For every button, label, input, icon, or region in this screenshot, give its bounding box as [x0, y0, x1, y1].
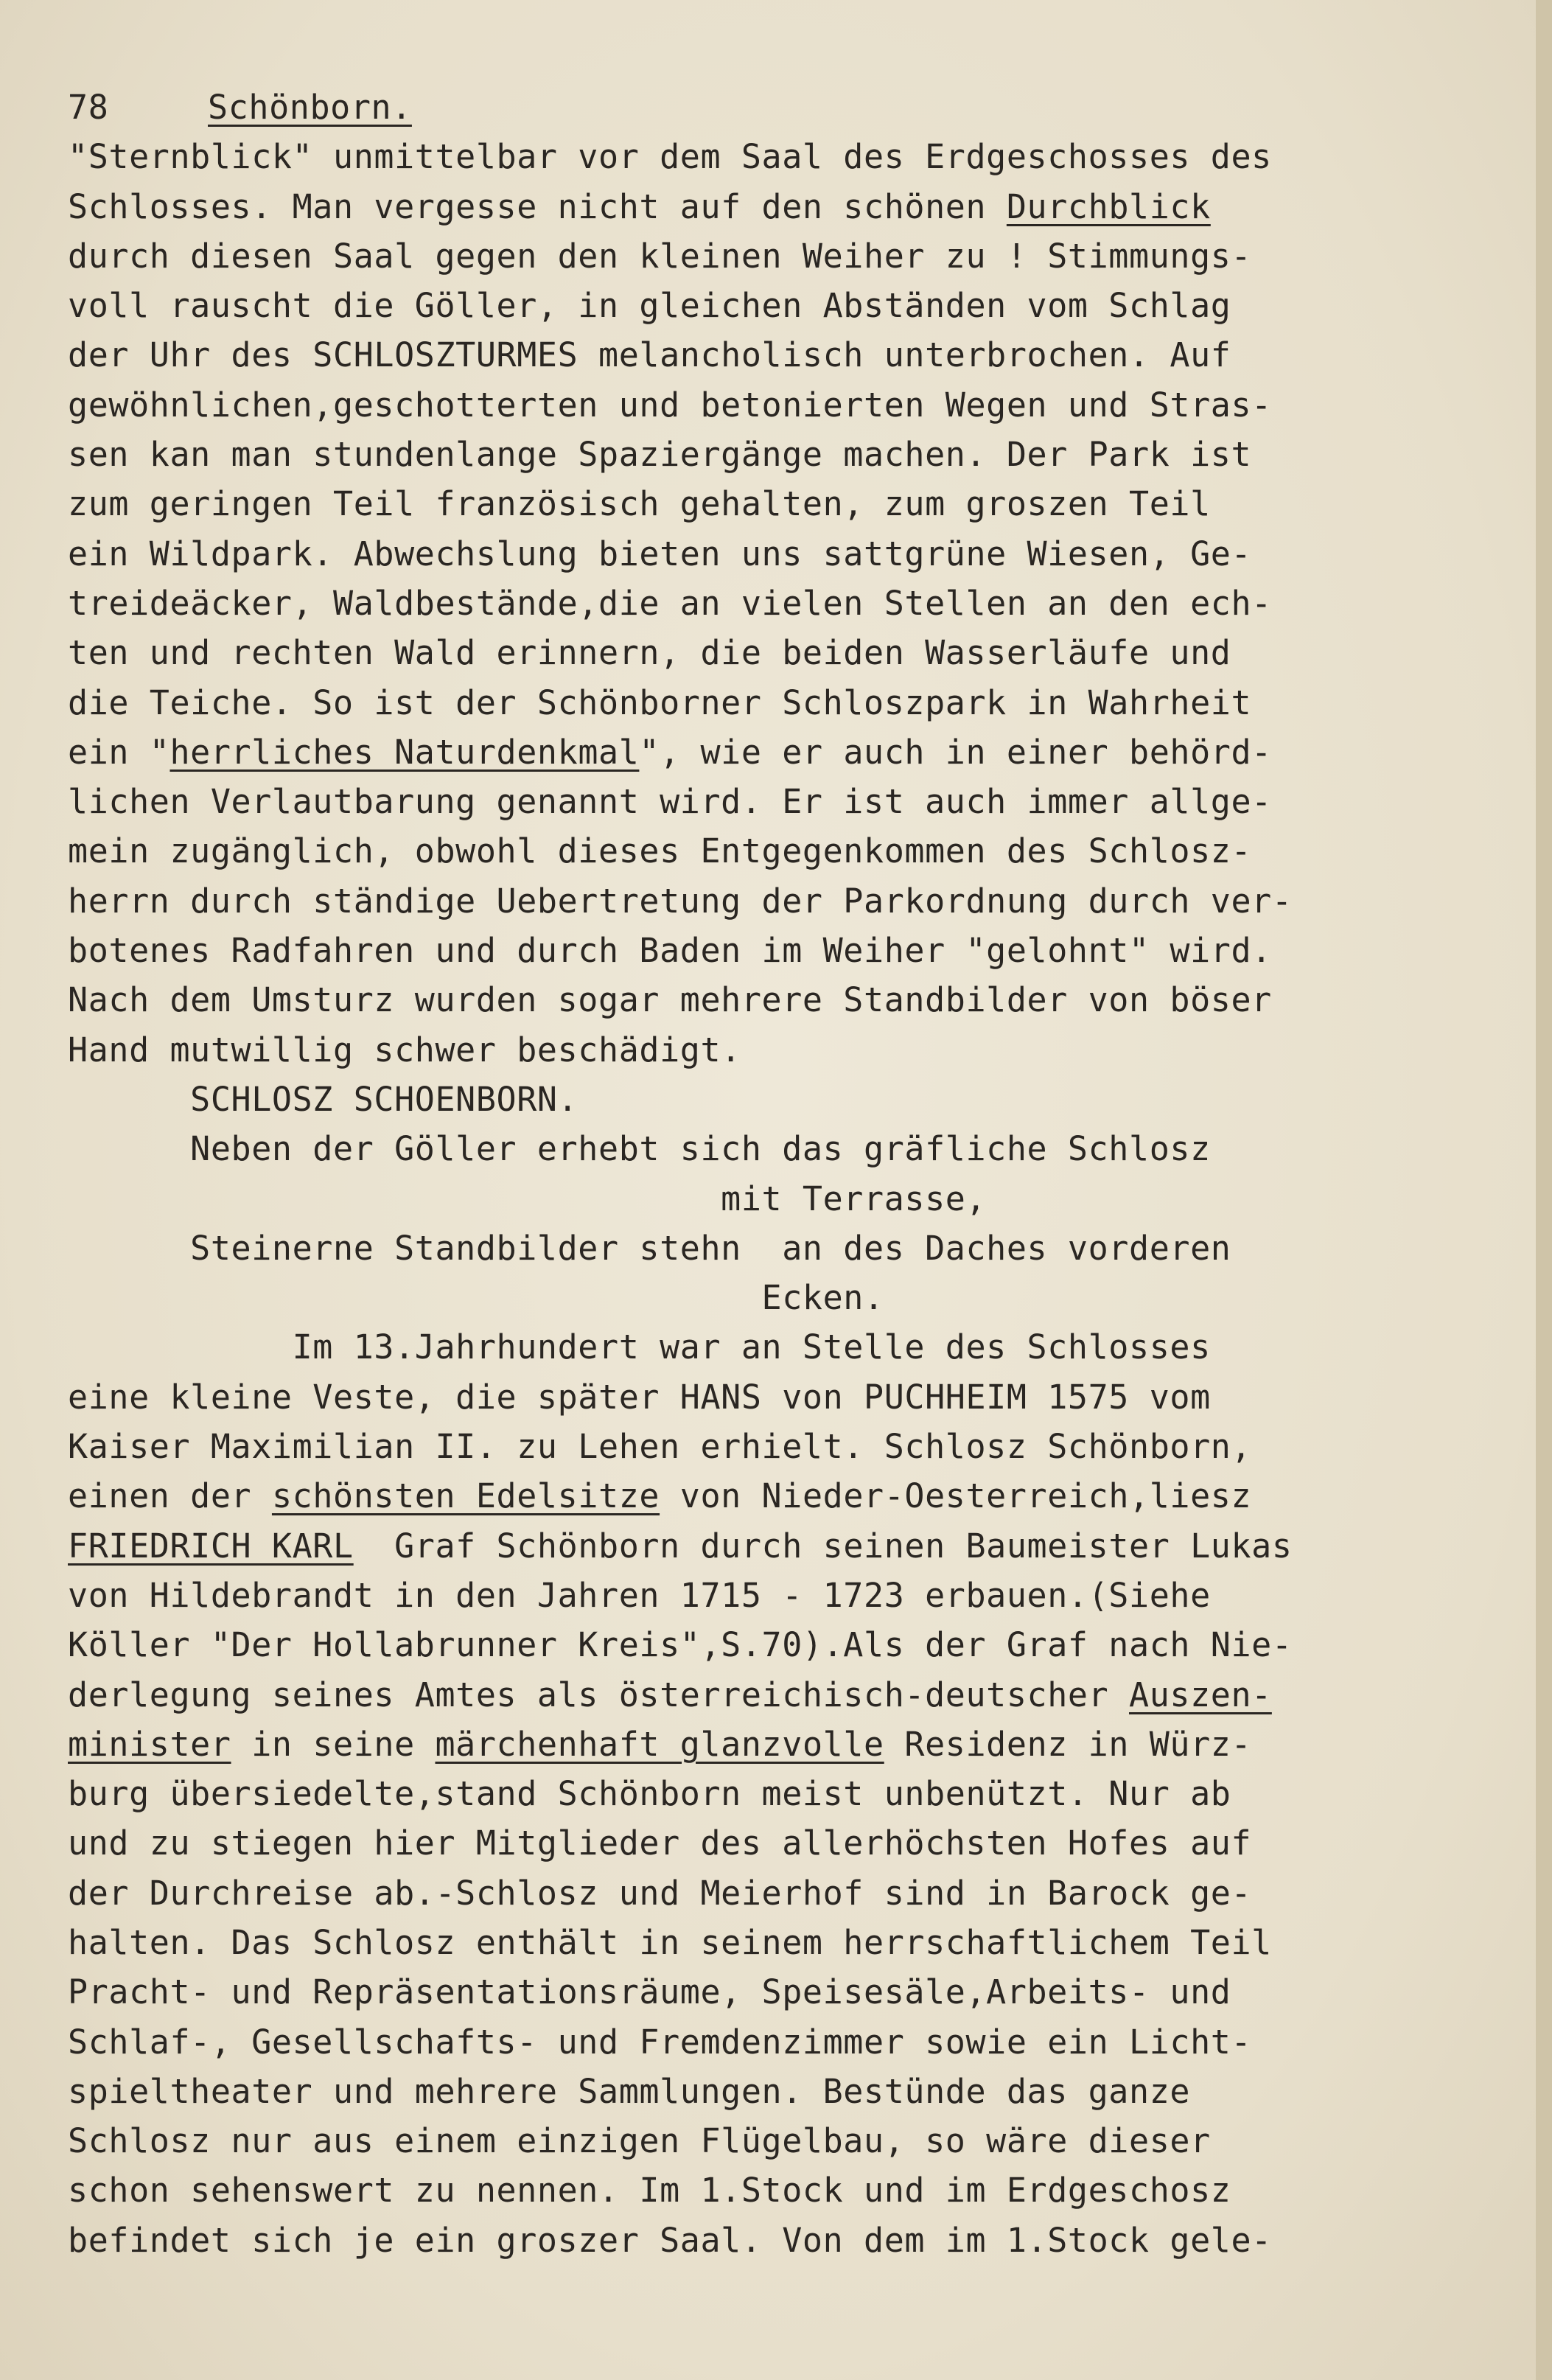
- text-line: der Uhr des SCHLOSZTURMES melancholisch unterbrochen. Auf: [68, 335, 1231, 375]
- text-line: eine kleine Veste, die später HANS von PUCHHEIM 1575 vom: [68, 1377, 1211, 1417]
- text-line: befindet sich je ein groszer Saal. Von dem im 1.Stock gele-: [68, 2220, 1272, 2260]
- text-line: treideäcker, Waldbestände,die an vielen Stellen an den ech-: [68, 583, 1272, 623]
- text-line: durch diesen Saal gegen den kleinen Weiher zu ! Stimmungs-: [68, 236, 1252, 276]
- text-lines: [68, 132, 1527, 2265]
- page-header: [68, 83, 1527, 132]
- text-line: "Sternblick" unmittelbar vor dem Saal des Erdgeschosses des: [68, 137, 1272, 177]
- text-line: mit Terrasse,: [68, 1179, 987, 1218]
- text-line: die Teiche. So ist der Schönborner Schloszpark in Wahrheit: [68, 683, 1252, 722]
- text-line: Kaiser Maximilian II. zu Lehen erhielt. Schlosz Schönborn,: [68, 1427, 1252, 1467]
- text-line: herrn durch ständige Uebertretung der Parkordnung durch ver-: [68, 881, 1293, 921]
- text-line: FRIEDRICH KARL Graf Schönborn durch seinen Baumeister Lukas: [68, 1526, 1293, 1566]
- text-line: von Hildebrandt in den Jahren 1715 - 1723 erbauen.(Siehe: [68, 1575, 1211, 1615]
- text-line: zum geringen Teil französisch gehalten, zum groszen Teil: [68, 484, 1211, 524]
- text-line: ein "herrliches Naturdenkmal", wie er auch in einer behörd-: [68, 732, 1272, 772]
- underlined-phrase: herrliches Naturdenkmal: [169, 732, 640, 772]
- text-line: derlegung seines Amtes als österreichisch-deutscher Auszen-: [68, 1675, 1272, 1714]
- text-line: Im 13.Jahrhundert war an Stelle des Schlosses: [68, 1327, 1211, 1367]
- text-line: Schlosses. Man vergesse nicht auf den schönen Durchblick: [68, 186, 1211, 226]
- text-line: halten. Das Schlosz enthält in seinem herrschaftlichem Teil: [68, 1922, 1272, 1962]
- text-line: Neben der Göller erhebt sich das gräfliche Schlosz: [68, 1129, 1211, 1169]
- text-line: spieltheater und mehrere Sammlungen. Bestünde das ganze: [68, 2071, 1191, 2111]
- page-title: Schönborn.: [208, 88, 412, 127]
- underlined-phrase: märchenhaft glanzvolle: [435, 1724, 884, 1764]
- text-line: schon sehenswert zu nennen. Im 1.Stock und im Erdgeschosz: [68, 2171, 1231, 2210]
- text-line: voll rauscht die Göller, in gleichen Abständen vom Schlag: [68, 286, 1231, 326]
- underlined-phrase: Auszen-: [1129, 1675, 1272, 1714]
- text-line: Nach dem Umsturz wurden sogar mehrere Standbilder von böser: [68, 980, 1272, 1020]
- text-line: Köller "Der Hollabrunner Kreis",S.70).Als der Graf nach Nie-: [68, 1625, 1293, 1665]
- underlined-phrase: minister: [68, 1724, 231, 1764]
- text-line: Hand mutwillig schwer beschädigt.: [68, 1030, 741, 1069]
- text-line: einen der schönsten Edelsitze von Nieder-Oesterreich,liesz: [68, 1476, 1252, 1516]
- text-line: Ecken.: [68, 1278, 884, 1318]
- text-line: ein Wildpark. Abwechslung bieten uns sattgrüne Wiesen, Ge-: [68, 534, 1252, 573]
- text-line: gewöhnlichen,geschotterten und betonierten Wegen und Stras-: [68, 385, 1272, 425]
- text-line: lichen Verlautbarung genannt wird. Er ist auch immer allge-: [68, 782, 1272, 822]
- text-line: Pracht- und Repräsentationsräume, Speisesäle,Arbeits- und: [68, 1972, 1231, 2012]
- page-number: 78: [68, 88, 109, 127]
- text-line: sen kan man stundenlange Spaziergänge machen. Der Park ist: [68, 435, 1252, 475]
- text-line: botenes Radfahren und durch Baden im Weiher "gelohnt" wird.: [68, 931, 1272, 971]
- document-body: [68, 83, 1527, 2265]
- text-line: Schlaf-, Gesellschafts- und Fremdenzimmer sowie ein Licht-: [68, 2022, 1252, 2062]
- text-line: und zu stiegen hier Mitglieder des allerhöchsten Hofes auf: [68, 1824, 1252, 1863]
- text-line: Schlosz nur aus einem einzigen Flügelbau, so wäre dieser: [68, 2121, 1211, 2161]
- text-line: der Durchreise ab.-Schlosz und Meierhof sind in Barock ge-: [68, 1873, 1252, 1913]
- text-line: SCHLOSZ SCHOENBORN.: [68, 1079, 578, 1119]
- text-line: Steinerne Standbilder stehn an des Daches vorderen: [68, 1228, 1231, 1268]
- text-line: mein zugänglich, obwohl dieses Entgegenkommen des Schlosz-: [68, 831, 1252, 871]
- text-line: minister in seine märchenhaft glanzvolle Residenz in Würz-: [68, 1724, 1252, 1764]
- text-line: burg übersiedelte,stand Schönborn meist unbenützt. Nur ab: [68, 1774, 1231, 1814]
- text-line: ten und rechten Wald erinnern, die beiden Wasserläufe und: [68, 633, 1231, 673]
- underlined-phrase: FRIEDRICH KARL: [68, 1526, 354, 1566]
- underlined-phrase: schönsten Edelsitze: [271, 1476, 660, 1516]
- underlined-phrase: Durchblick: [1006, 186, 1211, 226]
